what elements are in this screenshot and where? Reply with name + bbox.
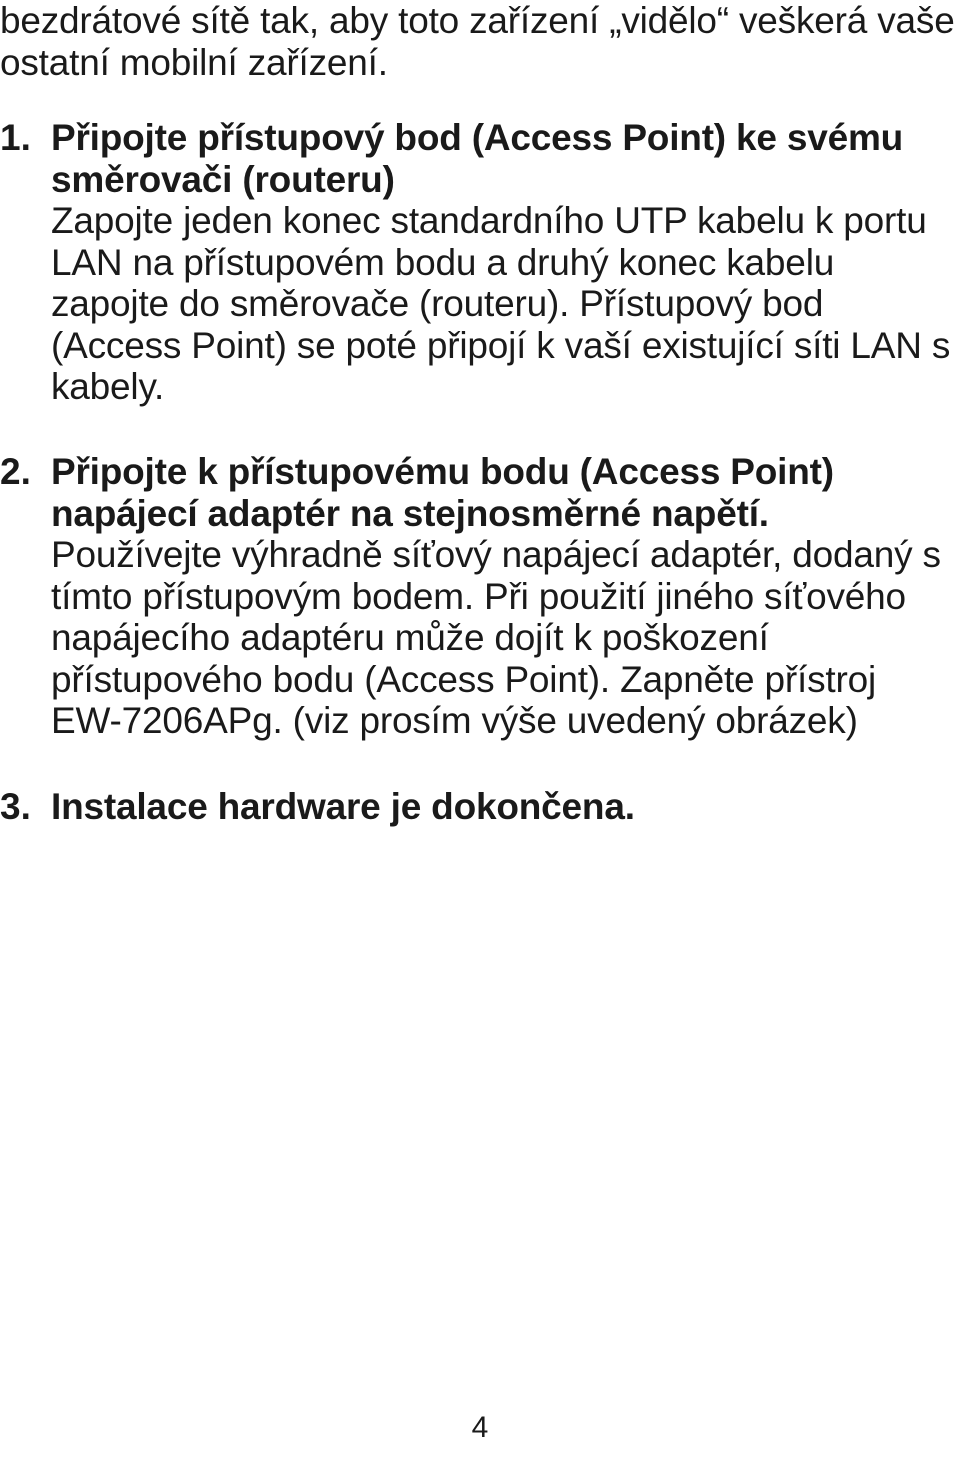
- step-number: 2.: [0, 451, 31, 492]
- step-text: Zapojte jeden konec standardního UTP kabelu k portu LAN na přístupovém bodu a druhý konec kabelu zapojte do směrovače (routeru). Přístupový bod (Access Point) se poté připojí k vaší existující síti LAN s kabely.: [51, 200, 951, 407]
- step-text: Používejte výhradně síťový napájecí adaptér, dodaný s tímto přístupovým bodem. Při použití jiného síťového napájecího adaptéru může dojít k poškození přístupového bodu (Access Point). Zapněte přístroj EW-7206APg. (viz prosím výše uvedený obrázek): [51, 534, 941, 741]
- step-title: Připojte k přístupovému bodu (Access Point) napájecí adaptér na stejnosměrné napětí.: [51, 451, 834, 534]
- step-title: Instalace hardware je dokončena.: [51, 786, 635, 827]
- step-number: 3.: [0, 786, 31, 827]
- step-number: 1.: [0, 117, 31, 158]
- page-number: 4: [471, 1411, 489, 1444]
- step-body: [51, 786, 956, 828]
- intro-paragraph: bezdrátové sítě tak, aby toto zařízení „vidělo“ veškerá vaše ostatní mobilní zařízení.: [0, 0, 955, 83]
- step-title: Připojte přístupový bod (Access Point) ke svému směrovači (routeru): [51, 117, 904, 200]
- step-body: [51, 451, 956, 742]
- step-body: [51, 117, 956, 408]
